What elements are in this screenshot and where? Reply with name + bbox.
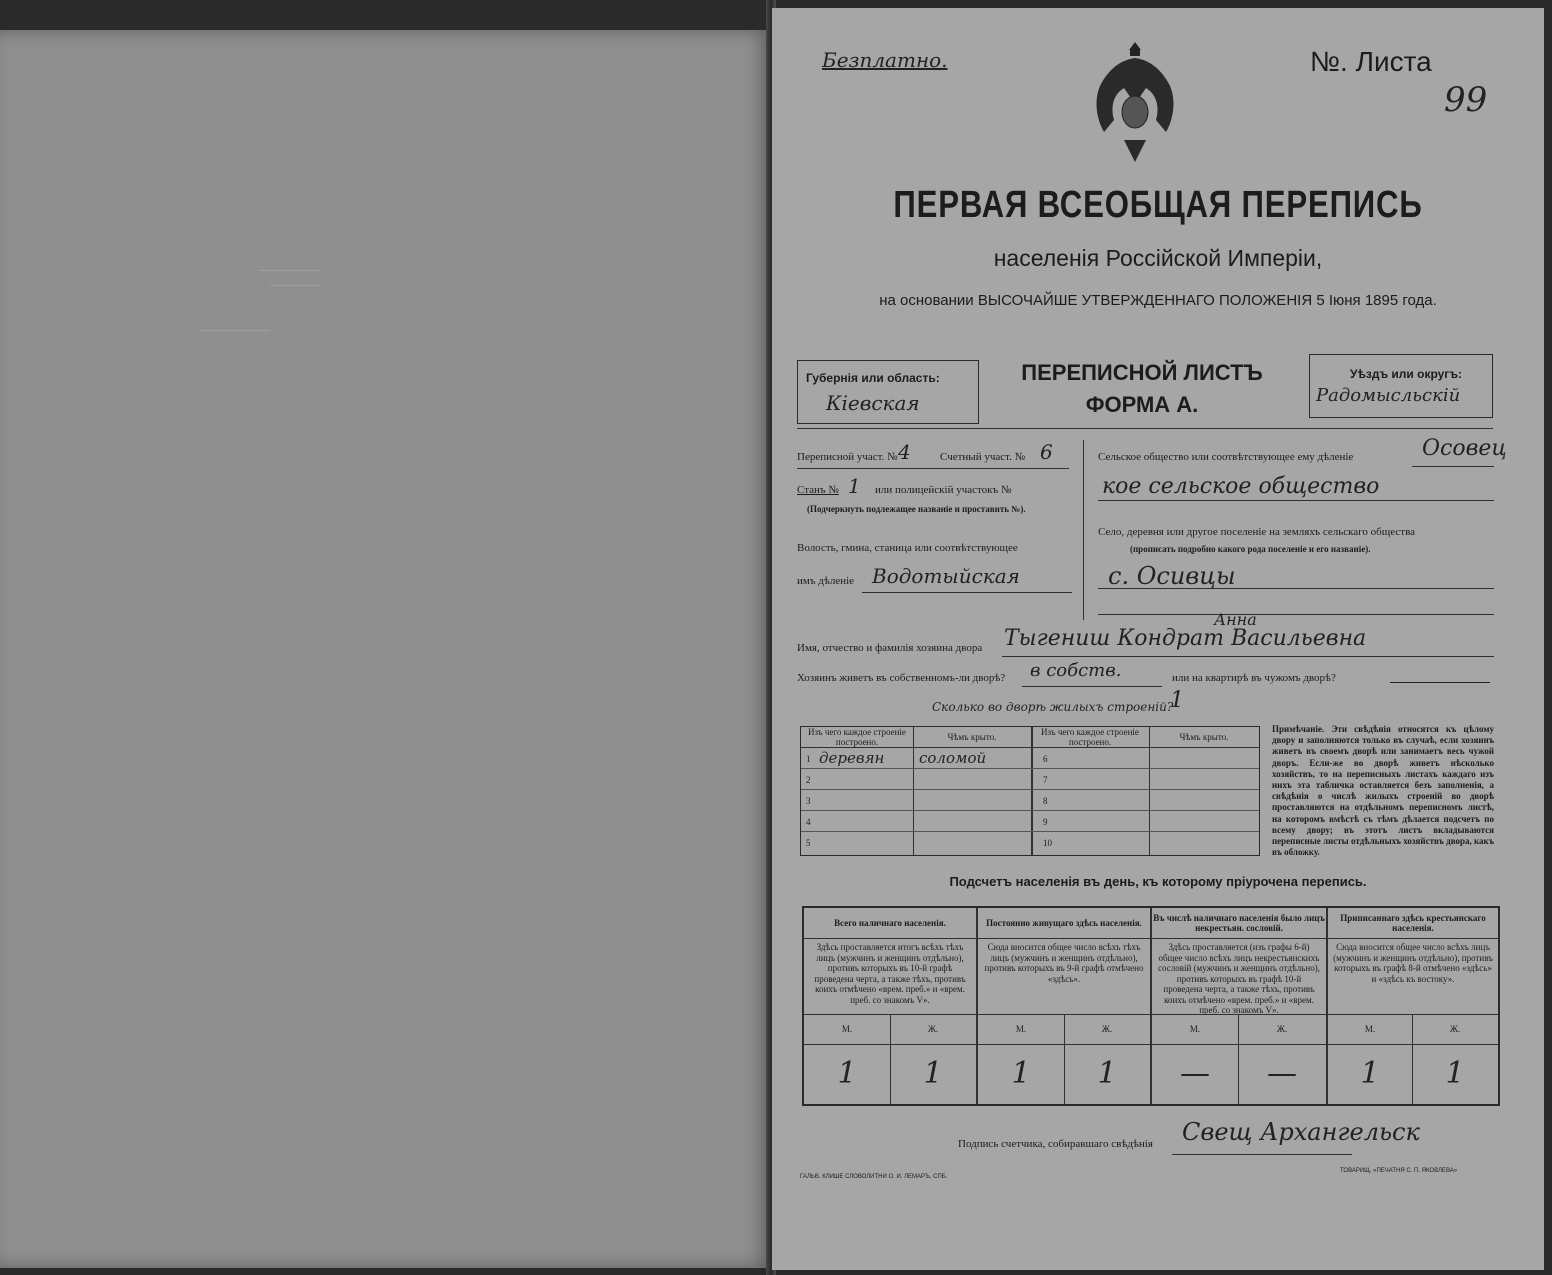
printer-imprint-left: ГАЛЬВ. КЛИШЕ СЛОВОЛИТНИ О. И. ЛЕМАРЪ, СПБ. (800, 1174, 948, 1180)
count-value: 1 (1360, 1055, 1380, 1091)
table-row-number: 9 (1043, 817, 1048, 827)
province-value: Кіевская (826, 391, 920, 415)
bleed-through-mark (200, 330, 270, 331)
sheet-number-label: №. Листа (1310, 46, 1432, 77)
count-group-desc: Здѣсь проставляется итогъ всѣхъ тѣхъ лицъ (мужчинъ и женщинъ отдѣльно), противъ которыхъ въ 10-й графѣ проведена черта, а также тѣхъ, противъ коихъ отмѣчено «врем. преб.» и «врем. преб. со знакомъ V». (814, 942, 966, 1005)
printer-imprint-right: ТОВАРИЩ. «ПЕЧАТНЯ С. П. ЯКОВЛЕВА» (1340, 1168, 1458, 1174)
table-rule (801, 747, 1259, 748)
stan-label: Станъ № (797, 484, 839, 496)
stan-value: 1 (848, 474, 861, 498)
society-label: Сельское общество или соотвѣтствующее ему дѣленіе (1098, 451, 1354, 463)
count-group-head: Приписаннаго здѣсь крестьянскаго населенія. (1340, 913, 1486, 933)
buildings-col-roof-2: Чѣмъ крыто. (1179, 732, 1229, 742)
buildings-table (800, 726, 1260, 856)
buildings-col-material: Изъ чего каждое строеніе построено. (808, 727, 906, 747)
table-row-number: 5 (806, 838, 811, 848)
table-rule (913, 727, 914, 855)
owner-name-label: Имя, отчество и фамилія хозяина двора (797, 642, 983, 654)
bleed-through-mark (260, 270, 320, 271)
field-underline (862, 592, 1072, 593)
count-title: Подсчетъ населенія въ день, къ которому пріурочена перепись. (949, 874, 1367, 889)
buildings-count-label: Сколько во дворѣ жилыхъ строеній? (932, 700, 1174, 714)
volost-label-2: имъ дѣленіе (797, 575, 855, 587)
buildings-col-material-2: Изъ чего каждое строеніе построено. (1041, 727, 1139, 747)
signature-label: Подпись счетчика, собиравшаго свѣдѣнія (958, 1138, 1153, 1150)
building-roof-entry: соломой (919, 749, 987, 767)
district-value: Радомысльскій (1316, 385, 1461, 406)
buildings-count-value: 1 (1170, 688, 1184, 713)
owner-lives-value: в собств. (1030, 660, 1122, 681)
female-label: Ж. (1276, 1024, 1288, 1034)
male-label: М. (1189, 1024, 1201, 1034)
village-note: (прописать подробно какого рода поселеніе и его названіе). (1130, 544, 1371, 554)
owner-lives-label: Хозяинъ живетъ въ собственномъ-ли дворѣ? (797, 672, 1006, 684)
police-label: или полицейскій участокъ № (875, 484, 1012, 496)
table-rule (1149, 727, 1150, 855)
village-label: Село, деревня или другое поселеніе на земляхъ сельскаго общества (1098, 526, 1416, 538)
society-value-2: кое сельское общество (1102, 474, 1380, 499)
buildings-col-roof: Чѣмъ крыто. (947, 732, 997, 742)
table-rule (801, 768, 1259, 769)
count-group-desc: Сюда вносится общее число всѣхъ тѣхъ лицъ (мужчинъ и женщинъ отдѣльно), противъ которыхъ въ 9-й графѣ отмѣчено «здѣсь». (984, 942, 1144, 984)
male-label: М. (1015, 1024, 1027, 1034)
district-box (1309, 354, 1493, 418)
table-rule (801, 789, 1259, 790)
table-row-number: 7 (1043, 775, 1048, 785)
male-label: М. (1364, 1024, 1376, 1034)
owner-name-value: Тыгениш Кондрат Васильевна (1004, 626, 1367, 651)
count-group-head: Всего наличнаго населенія. (834, 918, 946, 928)
table-row-number: 2 (806, 775, 811, 785)
form-title: ПЕРЕПИСНОЙ ЛИСТЪ (1021, 360, 1263, 385)
count-group-desc: Здѣсь проставляется (изъ графы 6-й) общее число всѣхъ лицъ некрестьянскихъ сословій (мужчинъ и женщинъ отдѣльно), противъ которыхъ въ графѣ 10-й проведена черта, а также тѣхъ, противъ коихъ отмѣчено «врем. преб.» и «врем. преб. со знакомъ V». (1158, 942, 1320, 1015)
table-row-number: 6 (1043, 754, 1048, 764)
table-row-number: 1 (806, 754, 811, 764)
male-label: М. (841, 1024, 853, 1034)
table-rule (801, 831, 1259, 832)
table-row-number: 10 (1043, 838, 1052, 848)
count-value: — (1267, 1055, 1297, 1091)
female-label: Ж. (1101, 1024, 1113, 1034)
table-row-number: 3 (806, 796, 811, 806)
imperial-eagle-icon (1090, 40, 1180, 168)
census-district-label: Переписной участ. № (797, 451, 898, 463)
village-value: с. Осивцы (1108, 562, 1236, 590)
table-rule (801, 810, 1259, 811)
count-value: 1 (1445, 1055, 1465, 1091)
sheet-number-value: 99 (1444, 80, 1488, 120)
volost-value: Водотыйская (872, 564, 1020, 588)
society-value-1: Осовец (1422, 436, 1507, 461)
province-box (797, 360, 979, 424)
census-district-value: 4 (898, 440, 911, 464)
field-underline (1098, 614, 1494, 615)
table-note: Примѣчаніе. Эти свѣдѣнія относятся къ цѣлому двору и заполняются только въ случаѣ, если хозяинъ живетъ въ своемъ дворѣ или занимаетъ весь чужой дворъ. Если-же во дворѣ живетъ нѣсколько хозяйствъ, то на переписныхъ листахъ каждаго изъ нихъ эта табличка оставляется безъ заполненія, а свѣдѣнія о числѣ жилыхъ строеній во дворѣ проставляются на отдѣльномъ переписномъ листѣ, на которомъ вмѣстѣ съ тѣмъ дѣлается подсчетъ по всему двору; въ этотъ листъ вкладываются переписные листы отдѣльныхъ хозяйствъ двора, какъ въ обложку. (1272, 724, 1494, 858)
table-row-number: 4 (806, 817, 811, 827)
count-value: 1 (837, 1055, 857, 1091)
census-form-page (772, 8, 1544, 1270)
count-group-head: Постоянно живущаго здѣсь населенія. (986, 918, 1142, 928)
page-title: ПЕРВАЯ ВСЕОБЩАЯ ПЕРЕПИСЬ (893, 184, 1423, 226)
table-rule (1031, 727, 1033, 855)
count-district-label: Счетный участ. № (940, 451, 1026, 463)
page-subtitle: населенія Россійской Имперіи, (993, 245, 1323, 271)
count-value: 1 (1097, 1055, 1117, 1091)
count-value: 1 (1011, 1055, 1031, 1091)
count-group-desc: Сюда вносится общее число всѣхъ лицъ (мужчинъ и женщинъ отдѣльно), противъ которыхъ въ графѣ 8-й отмѣчено «здѣсь» и «здѣсь къ востоку». (1333, 942, 1493, 984)
free-label: Безплатно. (822, 48, 948, 72)
count-value: — (1180, 1055, 1210, 1091)
count-value: 1 (923, 1055, 943, 1091)
signature-value: Свещ Архангельск (1182, 1118, 1420, 1146)
field-underline (1022, 686, 1162, 687)
dash-mark (1390, 682, 1490, 683)
column-divider (1083, 440, 1084, 620)
field-underline (1412, 466, 1494, 467)
population-count-table (802, 906, 1500, 1106)
underline-note: (Подчеркнуть подлежащее названіе и проставить №). (807, 504, 1026, 514)
divider (797, 428, 1493, 429)
province-label: Губернія или область: (806, 371, 940, 385)
signature-underline (1172, 1154, 1352, 1155)
left-page (0, 30, 772, 1268)
female-label: Ж. (927, 1024, 939, 1034)
field-underline (797, 468, 1069, 469)
count-group-head: Въ числѣ наличнаго населенія было лицъ некрестьян. сословій. (1153, 913, 1325, 933)
district-label: Уѣздъ или округъ: (1350, 367, 1463, 381)
table-row-number: 8 (1043, 796, 1048, 806)
owner-name-correction: Анна (1214, 610, 1257, 629)
volost-label: Волость, гмина, станица или соотвѣтствующее (797, 542, 1018, 554)
owner-rent-label: или на квартирѣ въ чужомъ дворѣ? (1172, 672, 1336, 684)
building-material-entry: деревян (819, 749, 885, 767)
field-underline (1098, 500, 1494, 501)
field-underline (1098, 588, 1494, 589)
legal-basis: на основании ВЫСОЧАЙШЕ УТВЕРЖДЕННАГО ПОЛОЖЕНІЯ 5 Іюня 1895 года. (879, 292, 1437, 309)
form-name: ФОРМА А. (1085, 392, 1199, 417)
bleed-through-mark (270, 285, 320, 286)
count-district-value: 6 (1040, 440, 1053, 464)
field-underline (1002, 656, 1494, 657)
female-label: Ж. (1449, 1024, 1461, 1034)
